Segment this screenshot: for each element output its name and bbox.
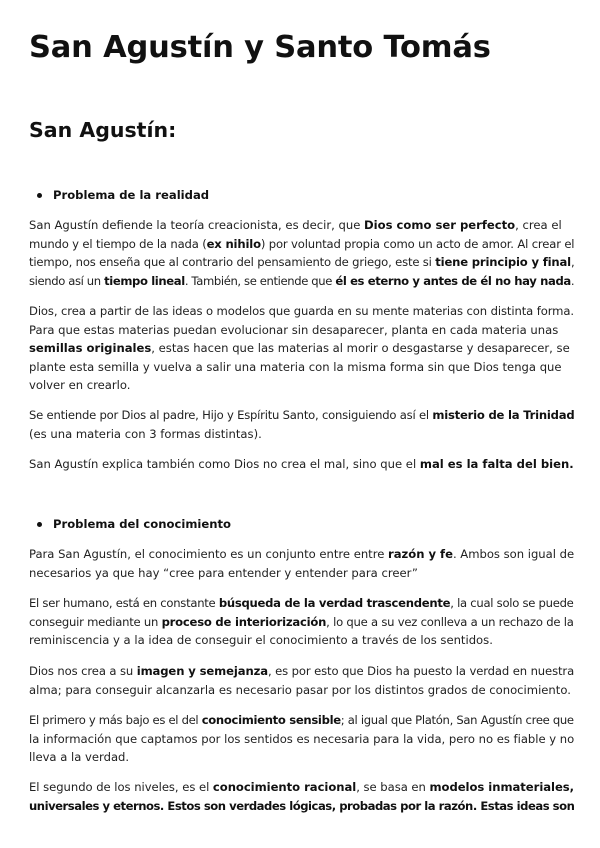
paragraph-mal: San Agustín explica también como Dios no crea el mal, sino que el mal es la falta del bien. xyxy=(29,457,574,471)
paragraph-imagen: Dios nos crea a su imagen y semejanza, es por esto que Dios ha puesto la verdad en nuestra alma; para conseguir alcanzarla es necesario pasar por los distintos grados de conocimiento. xyxy=(29,664,575,697)
paragraph-racional: El segundo de los niveles, es el conocimiento racional, se basa en modelos inmateriales, universales y eternos. Estos son verdades lógicas, probadas por la razón. Estas ideas son xyxy=(29,780,575,813)
page-title: San Agustín y Santo Tomás xyxy=(29,30,491,65)
bullet-dot-icon xyxy=(37,522,42,527)
paragraph-trinidad: Se entiende por Dios al padre, Hijo y Espíritu Santo, consiguiendo así el misterio de la Trinidad (es una materia con 3 formas distintas). xyxy=(29,408,575,441)
bullet-realidad xyxy=(37,188,209,202)
paragraph-razon-fe: Para San Agustín, el conocimiento es un conjunto entre entre razón y fe. Ambos son igual de necesarios ya que hay “cree para entender y entender para creer” xyxy=(29,547,575,580)
paragraph-semillas: Dios, crea a partir de las ideas o modelos que guarda en su mente materias con distinta forma. Para que estas materias puedan evolucionar sin desaparecer, planta en cada materia unas semillas originales, estas hacen que las materias al morir o desgastarse y desaparecer, se plante esta semilla y vuelva a salir una materia con la misma forma sin que Dios tenga que volver en crearlo. xyxy=(29,304,574,393)
bullet-dot-icon xyxy=(37,193,42,198)
paragraph-busqueda: El ser humano, está en constante búsqueda de la verdad trascendente, la cual solo se puede conseguir mediante un proceso de interiorización, lo que a su vez conlleva a un rechazo de la reminiscencia y a la idea de conseguir el conocimiento a través de los sentidos. xyxy=(29,596,574,648)
section-heading: San Agustín: xyxy=(29,118,177,142)
paragraph-creacionismo: San Agustín defiende la teoría creacionista, es decir, que Dios como ser perfecto, crea el mundo y el tiempo de la nada (ex nihilo) por voluntad propia como un acto de amor. Al crear el tiempo, nos enseña que al contrario del pensamiento de griego, este si tiene principio y final, siendo así un tiempo lineal. También, se entiende que él es eterno y antes de él no hay nada. xyxy=(29,218,575,288)
bullet-label: Problema de la realidad xyxy=(53,188,210,202)
bullet-label: Problema del conocimiento xyxy=(53,517,232,531)
bullet-conocimiento xyxy=(37,517,231,531)
paragraph-sensible: El primero y más bajo es el del conocimiento sensible; al igual que Platón, San Agustín cree que la información que captamos por los sentidos es necesaria para la vida, pero no es fiable y no lleva a la verdad. xyxy=(29,713,575,765)
